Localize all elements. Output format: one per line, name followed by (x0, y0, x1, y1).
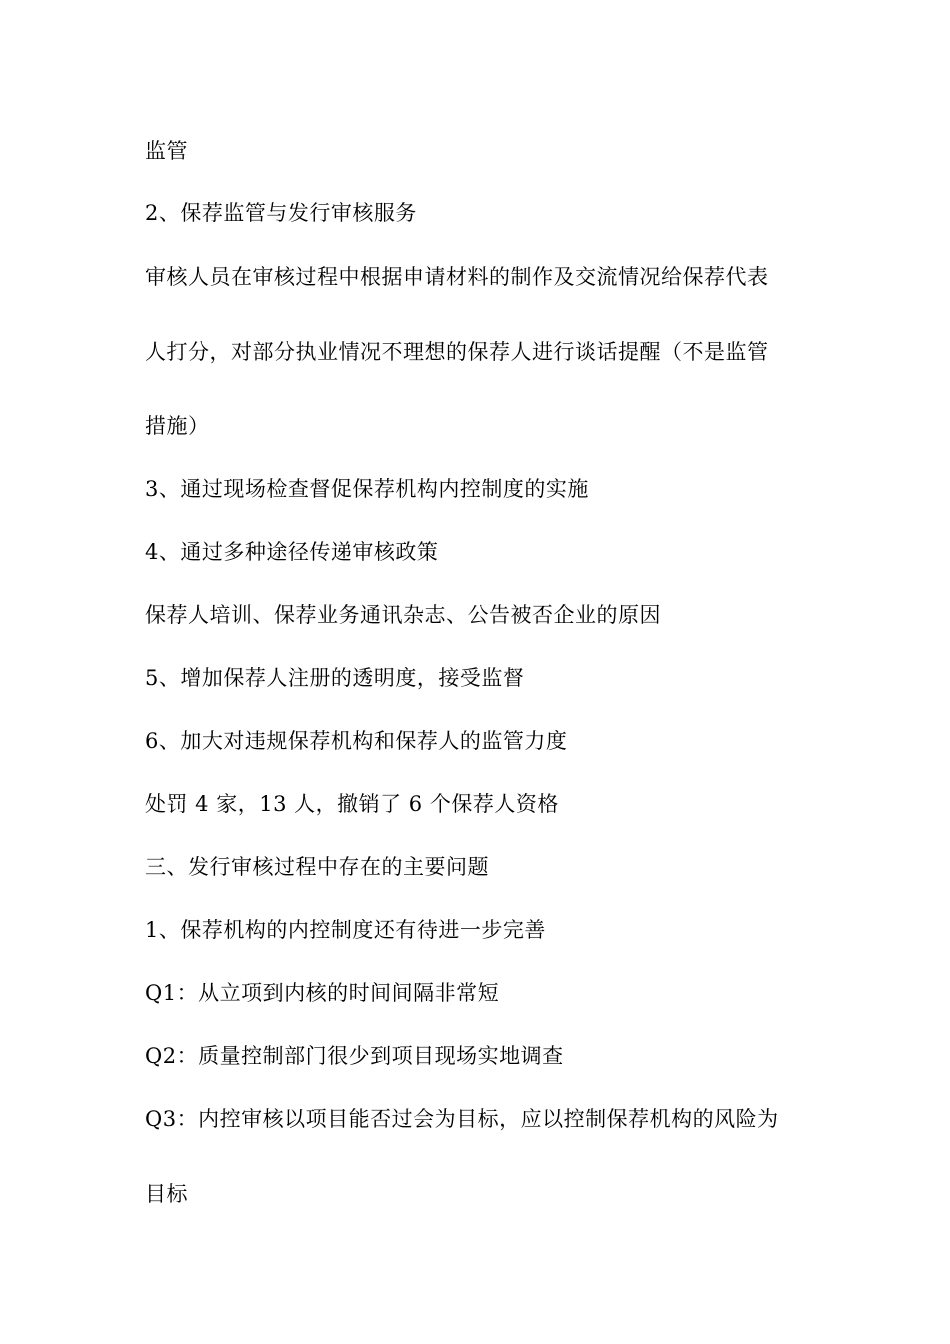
question-item: Q1：从立项到内核的时间间隔非常短 (145, 981, 500, 1005)
text-line: 人打分，对部分执业情况不理想的保荐人进行谈话提醒（不是监管 (145, 340, 769, 364)
section-heading: 1、保荐机构的内控制度还有待进一步完善 (145, 918, 546, 942)
chapter-heading: 三、发行审核过程中存在的主要问题 (145, 855, 489, 879)
question-item: Q3：内控审核以项目能否过会为目标，应以控制保荐机构的风险为 (145, 1107, 779, 1131)
section-heading: 2、保荐监管与发行审核服务 (145, 201, 417, 225)
section-heading: 3、通过现场检查督促保荐机构内控制度的实施 (145, 477, 589, 501)
section-heading: 4、通过多种途径传递审核政策 (145, 540, 439, 564)
question-item: Q2：质量控制部门很少到项目现场实地调查 (145, 1044, 564, 1068)
text-line: 措施） (145, 414, 210, 438)
text-line: 监管 (145, 139, 188, 163)
section-heading: 6、加大对违规保荐机构和保荐人的监管力度 (145, 729, 568, 753)
text-line: 保荐人培训、保荐业务通讯杂志、公告被否企业的原因 (145, 603, 661, 627)
text-line: 处罚 4 家，13 人，撤销了 6 个保荐人资格 (145, 792, 559, 816)
text-line: 审核人员在审核过程中根据申请材料的制作及交流情况给保荐代表 (145, 265, 769, 289)
section-heading: 5、增加保荐人注册的透明度，接受监督 (145, 666, 525, 690)
text-line: 目标 (145, 1182, 188, 1206)
